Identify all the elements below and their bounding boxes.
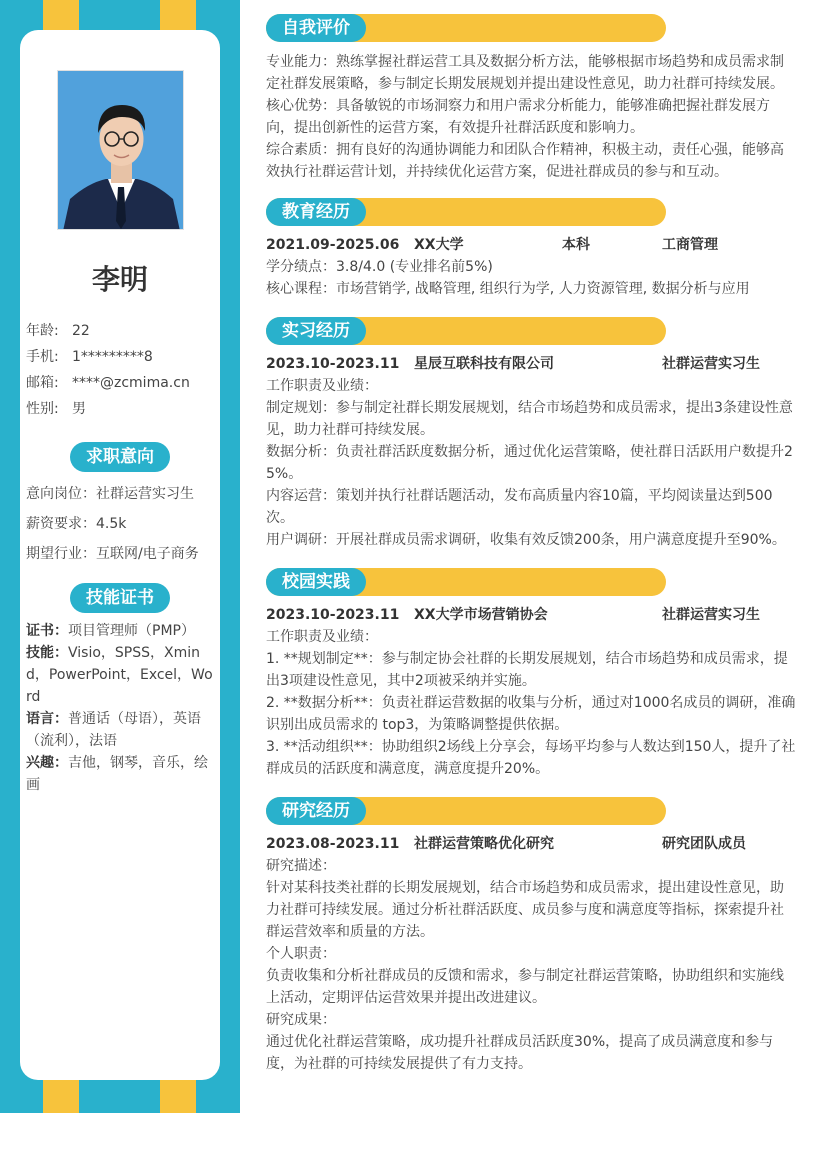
- self-eval-paragraph: 专业能力：熟练掌握社群运营工具及数据分析方法，能够根据市场趋势和成员需求制定社群发展策略，参与制定长期发展规划并提出建设性意见，助力社群可持续发展。: [266, 54, 784, 92]
- candidate-name: 李明: [91, 263, 148, 296]
- education-line: 学分绩点：3.8/4.0 (专业排名前5%): [266, 259, 493, 275]
- internship-line: 内容运营：策划并执行社群话题活动，发布高质量内容10篇，平均阅读量达到500次。: [266, 488, 773, 526]
- skill-item-language: [26, 708, 216, 752]
- info-label: 手机:: [26, 349, 59, 365]
- skill-label: 证书：: [26, 623, 68, 639]
- section-title: 教育经历: [266, 198, 366, 226]
- info-value: ****@zcmima.cn: [72, 375, 190, 391]
- job-intent-heading: 求职意向: [70, 442, 170, 472]
- job-intent-item: 期望行业：互联网/电子商务: [26, 546, 199, 562]
- info-label: 性别:: [26, 401, 59, 417]
- campus-summary-row: [266, 604, 796, 626]
- internship-line: 数据分析：负责社群活跃度数据分析，通过优化运营策略，使社群日活跃用户数提升25%。: [266, 444, 793, 482]
- research-line: 负责收集和分析社群成员的反馈和需求，参与制定社群运营策略，协助组织和实施线上活动，定期评估运营效果并提出改进建议。: [266, 968, 784, 1006]
- education-period: 2021.09-2025.06: [266, 237, 400, 253]
- campus-line: 2. **数据分析**：负责社群运营数据的收集与分析，通过对1000名成员的调研，准确识别出成员需求的 top3，为策略调整提供依据。: [266, 695, 796, 733]
- info-value: 1*********8: [72, 349, 153, 365]
- internship-line: 工作职责及业绩：: [266, 378, 378, 394]
- education-summary-row: [266, 234, 796, 256]
- research-line: 针对某科技类社群的长期发展规划，结合市场趋势和成员需求，提出建设性意见，助力社群可持续发展。通过分析社群活跃度、成员参与度和满意度等指标，探索提升社群运营效率和质量的方法。: [266, 880, 784, 940]
- section-header-research: [266, 797, 666, 825]
- research-line: 研究描述：: [266, 858, 336, 874]
- education-content: [266, 234, 796, 300]
- internship-period: 2023.10-2023.11: [266, 356, 400, 372]
- section-title: 自我评价: [266, 14, 366, 42]
- skill-item-hobby: [26, 752, 216, 796]
- info-row-phone: [26, 344, 216, 370]
- education-degree: 本科: [562, 237, 590, 253]
- info-label: 年龄:: [26, 323, 59, 339]
- section-header-education: [266, 198, 666, 226]
- section-title: 研究经历: [266, 797, 366, 825]
- decor-stripe: [43, 0, 79, 34]
- skill-label: 兴趣：: [26, 755, 68, 771]
- self-eval-content: [266, 51, 796, 183]
- skill-item-tools: [26, 642, 216, 708]
- skill-value: 项目管理师（PMP）: [68, 623, 195, 639]
- campus-line: 3. **活动组织**：协助组织2场线上分享会，每场平均参与人数达到150人，提升了社群成员的活跃度和满意度，满意度提升20%。: [266, 739, 796, 777]
- skill-item-cert: [26, 620, 216, 642]
- skill-value: 吉他，钢琴，音乐，绘画: [26, 755, 208, 793]
- portrait-image: [58, 71, 184, 230]
- research-line: 个人职责：: [266, 946, 336, 962]
- section-header-internship: [266, 317, 666, 345]
- info-row-gender: [26, 396, 216, 422]
- campus-org: XX大学市场营销协会: [414, 607, 548, 623]
- profile-photo: [57, 70, 184, 230]
- job-intent-item: 意向岗位：社群运营实习生: [26, 486, 194, 502]
- internship-role: 社群运营实习生: [662, 356, 760, 372]
- research-line: 研究成果：: [266, 1012, 336, 1028]
- research-line: 通过优化社群运营策略，成功提升社群成员活跃度30%，提高了成员满意度和参与度，为社群的可持续发展提供了有力支持。: [266, 1034, 774, 1072]
- personal-info: [26, 318, 216, 422]
- research-period: 2023.08-2023.11: [266, 836, 400, 852]
- info-row-email: [26, 370, 216, 396]
- decor-stripe: [43, 1075, 79, 1113]
- job-intent-list: [26, 481, 216, 571]
- internship-company: 星辰互联科技有限公司: [414, 356, 554, 372]
- section-header-campus: [266, 568, 666, 596]
- skill-value: Visio，SPSS，Xmind，PowerPoint，Excel，Word: [26, 645, 213, 705]
- decor-stripe: [160, 1075, 196, 1113]
- skill-label: 技能：: [26, 645, 68, 661]
- internship-content: [266, 353, 796, 551]
- campus-role: 社群运营实习生: [662, 607, 760, 623]
- research-topic: 社群运营策略优化研究: [414, 836, 554, 852]
- info-value: 男: [72, 401, 86, 417]
- info-row-age: [26, 318, 216, 344]
- campus-line: 1. **规划制定**：参与制定协会社群的长期发展规划，结合市场趋势和成员需求，提出3项建设性意见，其中2项被采纳并实施。: [266, 651, 788, 689]
- campus-content: [266, 604, 796, 780]
- section-title: 校园实践: [266, 568, 366, 596]
- info-label: 邮箱:: [26, 375, 59, 391]
- campus-period: 2023.10-2023.11: [266, 607, 400, 623]
- education-school: XX大学: [414, 237, 464, 253]
- campus-line: 工作职责及业绩：: [266, 629, 378, 645]
- job-intent-item: 薪资要求：4.5k: [26, 516, 127, 532]
- research-summary-row: [266, 833, 796, 855]
- research-content: [266, 833, 796, 1075]
- section-title: 实习经历: [266, 317, 366, 345]
- skill-value: 普通话（母语），英语（流利），法语: [26, 711, 201, 749]
- research-role: 研究团队成员: [662, 836, 746, 852]
- decor-stripe: [160, 0, 196, 34]
- self-eval-paragraph: 核心优势：具备敏锐的市场洞察力和用户需求分析能力，能够准确把握社群发展方向，提出创新性的运营方案，有效提升社群活跃度和影响力。: [266, 98, 770, 136]
- internship-line: 制定规划：参与制定社群长期发展规划，结合市场趋势和成员需求，提出3条建设性意见，助力社群可持续发展。: [266, 400, 793, 438]
- skill-label: 语言：: [26, 711, 68, 727]
- self-eval-paragraph: 综合素质：拥有良好的沟通协调能力和团队合作精神，积极主动，责任心强，能够高效执行社群运营计划，并持续优化运营方案，促进社群成员的参与和互动。: [266, 142, 784, 180]
- internship-summary-row: [266, 353, 796, 375]
- internship-line: 用户调研：开展社群成员需求调研，收集有效反馈200条，用户满意度提升至90%。: [266, 532, 786, 548]
- info-value: 22: [72, 323, 90, 339]
- education-major: 工商管理: [662, 237, 718, 253]
- education-line: 核心课程：市场营销学, 战略管理, 组织行为学, 人力资源管理, 数据分析与应用: [266, 281, 750, 297]
- skills-heading: 技能证书: [70, 583, 170, 613]
- section-header-self-eval: [266, 14, 666, 42]
- skills-list: [26, 620, 216, 796]
